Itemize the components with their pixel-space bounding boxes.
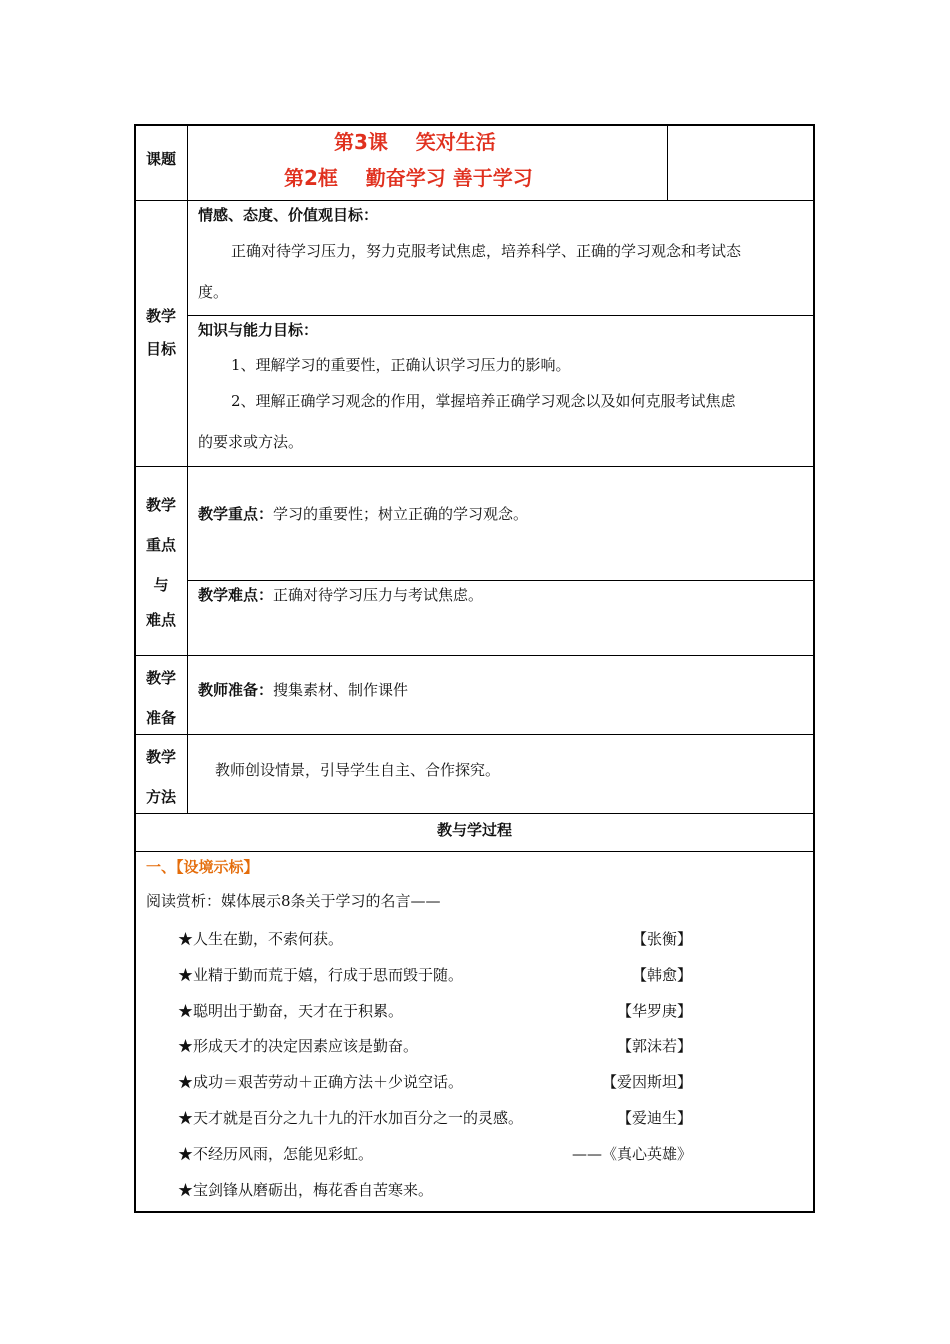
focus-row [198, 503, 528, 524]
quote-source: 【韩愈】 [631, 966, 692, 984]
row-divider [134, 200, 815, 201]
row-divider [134, 655, 815, 656]
focus-label: 教学重点： [198, 505, 274, 523]
keypoints-label: 教学 重点 与 难点 [145, 496, 176, 629]
process-intro: 阅读赏析：媒体展示8条关于学习的名言—— [146, 892, 441, 910]
knowledge-item-cont: 的要求或方法。 [198, 433, 304, 451]
objectives-label: 教学 目标 [145, 307, 176, 358]
difficulty-label: 教学难点： [198, 586, 274, 604]
quote-source: 【郭沫若】 [616, 1037, 692, 1055]
affect-text: 正确对待学习压力，努力克服考试焦虑，培养科学、正确的学习观念和考试态 [231, 242, 742, 260]
difficulty-row [198, 584, 483, 605]
row-divider [134, 734, 815, 735]
method-label: 教学 方法 [145, 748, 176, 806]
quote-source: ——《真心英雄》 [571, 1145, 692, 1163]
focus-text: 学习的重要性；树立正确的学习观念。 [273, 505, 529, 523]
lesson-title: 第3课 笑对生活 [334, 130, 496, 154]
quote-source: 【张衡】 [631, 930, 692, 948]
quote-item: ★形成天才的决定因素应该是勤奋。 [178, 1037, 419, 1055]
knowledge-item: 1、理解学习的重要性，正确认识学习压力的影响。 [231, 356, 571, 374]
quote-item: ★宝剑锋从磨砺出，梅花香自苦寒来。 [178, 1181, 434, 1199]
frame-title: 第2框 勤奋学习 善于学习 [284, 166, 533, 190]
column-divider [187, 124, 188, 813]
quote-item: ★天才就是百分之九十九的汗水加百分之一的灵感。 [178, 1109, 524, 1127]
section-title: 一、【设境示标】 [146, 858, 259, 876]
affect-heading: 情感、态度、价值观目标： [198, 206, 379, 224]
teacher-prep-text: 搜集素材、制作课件 [273, 681, 409, 699]
quote-source: 【爱因斯坦】 [601, 1073, 692, 1091]
column-divider [667, 124, 668, 200]
row-divider [188, 580, 815, 581]
quote-item: ★聪明出于勤奋，天才在于积累。 [178, 1002, 404, 1020]
row-divider [134, 851, 815, 852]
quote-source: 【爱迪生】 [616, 1109, 692, 1127]
process-heading: 教与学过程 [436, 821, 512, 839]
subject-label: 课题 [145, 150, 176, 168]
method-text: 教师创设情景，引导学生自主、合作探究。 [215, 761, 501, 779]
knowledge-item: 2、理解正确学习观念的作用，掌握培养正确学习观念以及如何克服考试焦虑 [231, 392, 736, 410]
quote-item: ★业精于勤而荒于嬉，行成于思而毁于随。 [178, 966, 464, 984]
teacher-prep-label: 教师准备： [198, 681, 274, 699]
preparation-label: 教学 准备 [145, 669, 176, 727]
quote-item: ★人生在勤，不索何获。 [178, 930, 344, 948]
row-divider [134, 466, 815, 467]
quote-item: ★不经历风雨，怎能见彩虹。 [178, 1145, 374, 1163]
difficulty-text: 正确对待学习压力与考试焦虑。 [273, 586, 484, 604]
row-divider [188, 315, 815, 316]
quote-source: 【华罗庚】 [616, 1002, 692, 1020]
knowledge-heading: 知识与能力目标： [198, 321, 319, 339]
teacher-prep-row [198, 679, 408, 700]
affect-text-cont: 度。 [198, 283, 229, 301]
row-divider [134, 813, 815, 814]
quote-item: ★成功＝艰苦劳动＋正确方法＋少说空话。 [178, 1073, 464, 1091]
